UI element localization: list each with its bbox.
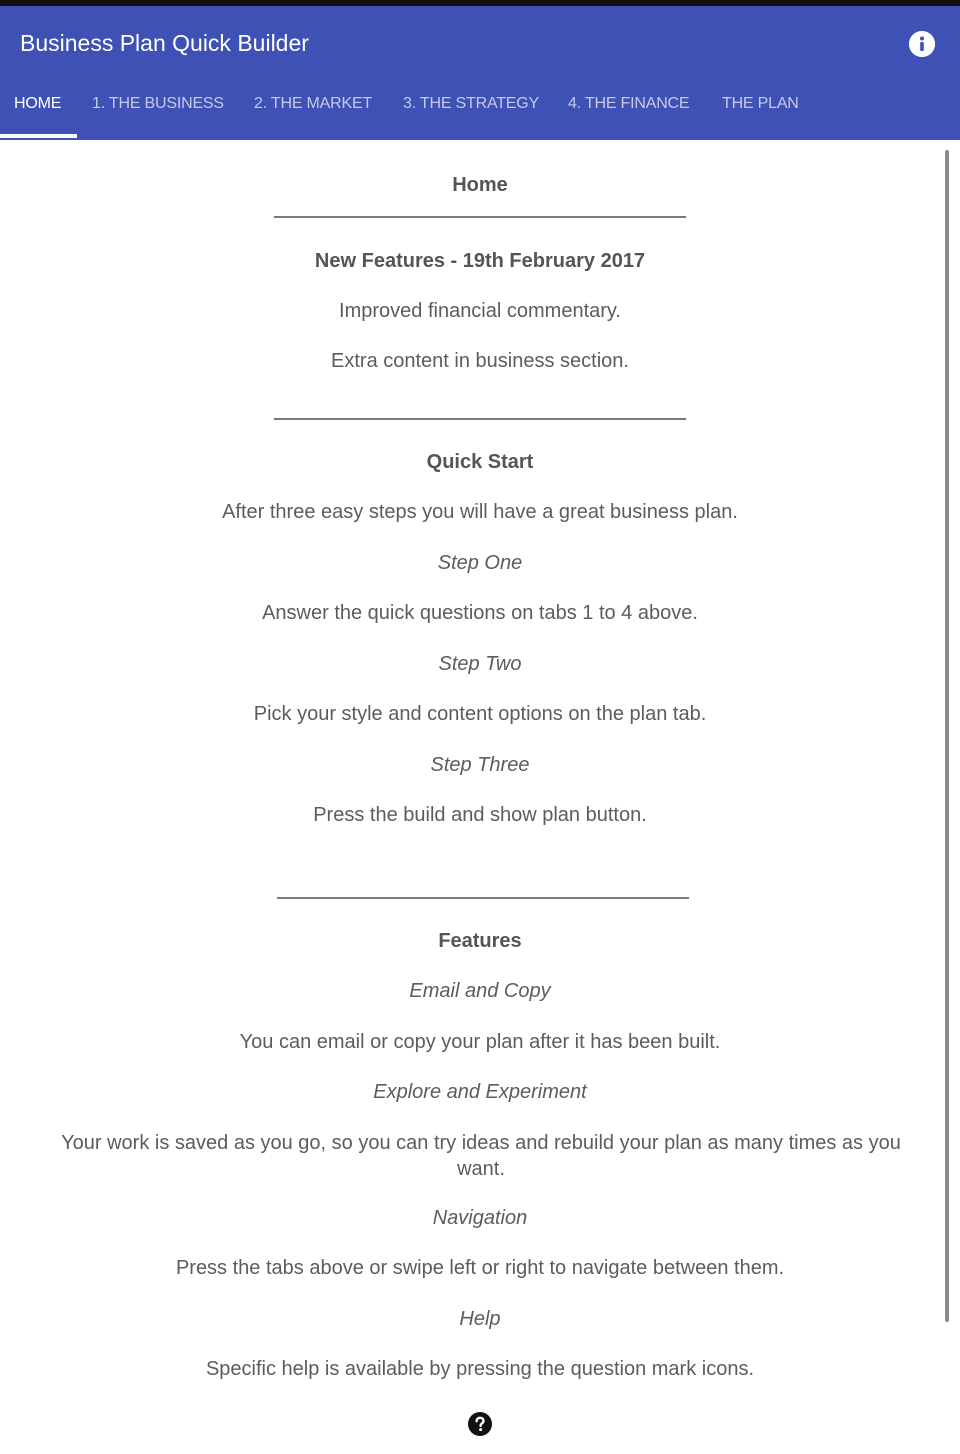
step-text: Pick your style and content options on the plan tab. — [253, 703, 707, 725]
tab-the-market[interactable]: 2. THE MARKET — [254, 95, 373, 112]
quick-start-heading: Quick Start — [426, 451, 534, 473]
home-content — [0, 140, 960, 1454]
step-text: Press the build and show plan button. — [313, 804, 647, 826]
divider — [274, 216, 686, 218]
tab-the-business[interactable]: 1. THE BUSINESS — [92, 95, 224, 112]
feature-text: Your work is saved as you go, so you can try ideas and rebuild your plan as many times as you want. — [61, 1132, 901, 1180]
new-feature-item: Improved financial commentary. — [339, 300, 621, 322]
app-title: Business Plan Quick Builder — [20, 30, 309, 56]
feature-text: Press the tabs above or swipe left or right to navigate between them. — [175, 1257, 785, 1279]
feature-title: Explore and Experiment — [373, 1081, 587, 1103]
step-text: Answer the quick questions on tabs 1 to 4 above. — [262, 602, 698, 624]
tab-the-strategy[interactable]: 3. THE STRATEGY — [403, 95, 539, 112]
question-mark-icon[interactable] — [468, 1412, 492, 1436]
feature-title: Email and Copy — [409, 980, 551, 1002]
info-icon[interactable] — [909, 31, 935, 57]
step-title: Step Three — [430, 754, 530, 776]
scrollbar[interactable] — [945, 150, 949, 1322]
tab-the-plan[interactable]: THE PLAN — [722, 95, 799, 112]
active-tab-indicator — [0, 134, 77, 138]
feature-title: Navigation — [432, 1207, 528, 1229]
feature-text: Specific help is available by pressing the question mark icons. — [205, 1358, 755, 1380]
step-title: Step Two — [438, 653, 522, 675]
features-heading: Features — [438, 930, 522, 952]
tab-bar — [0, 86, 960, 134]
step-title: Step One — [437, 552, 523, 574]
tab-the-finance[interactable]: 4. THE FINANCE — [568, 95, 690, 112]
divider — [277, 897, 689, 899]
feature-title: Help — [459, 1308, 501, 1330]
new-features-heading: New Features - 19th February 2017 — [314, 250, 646, 272]
tab-home[interactable]: HOME — [14, 95, 62, 112]
quick-start-intro: After three easy steps you will have a great business plan. — [222, 501, 738, 523]
divider — [274, 418, 686, 420]
feature-text: You can email or copy your plan after it has been built. — [239, 1031, 721, 1053]
new-feature-item: Extra content in business section. — [331, 350, 629, 372]
page-title: Home — [452, 174, 508, 196]
